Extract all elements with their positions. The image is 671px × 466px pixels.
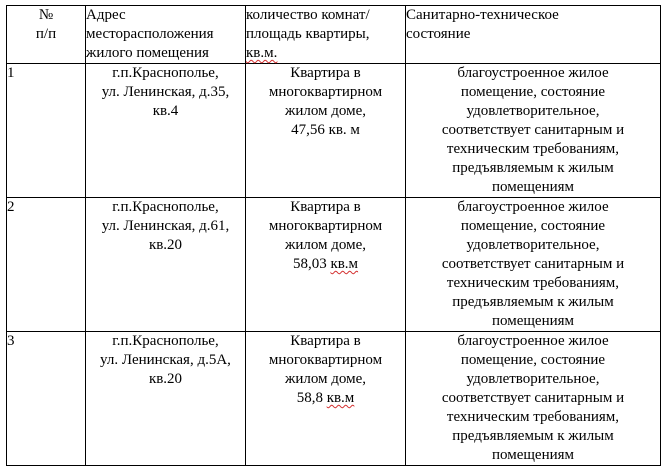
state-line: помещение, состояние [460, 352, 606, 368]
header-num-line: п/п [35, 26, 57, 42]
address-line: ул. Ленинская, д.61, [101, 218, 230, 234]
state-line: удовлетворительное, [466, 237, 600, 253]
row-state [406, 64, 661, 198]
header-address [86, 6, 246, 64]
address-line: кв.20 [148, 237, 183, 253]
header-state-line: состояние [406, 26, 471, 42]
address-line: ул. Ленинская, д.35, [101, 84, 230, 100]
header-rooms-line: количество комнат/ [246, 7, 370, 23]
address-line: кв.20 [148, 371, 183, 387]
state-line: благоустроенное жилое [457, 65, 609, 81]
area-unit: кв.м [326, 390, 355, 406]
rooms-line: 47,56 кв. м [291, 122, 360, 138]
row-state [406, 332, 661, 466]
header-state [406, 6, 661, 64]
row-num: 3 [7, 332, 86, 466]
rooms-line: жилом доме, [284, 237, 367, 253]
rooms-line: Квартира в [290, 333, 361, 349]
header-rooms-line: площадь квартиры, [246, 26, 370, 42]
header-rooms-line: кв.м. [246, 45, 278, 61]
row-num: 2 [7, 198, 86, 332]
row-rooms [246, 332, 406, 466]
rooms-line: многоквартирном [268, 218, 383, 234]
area-value: 58,03 [292, 256, 331, 272]
state-line: помещениям [491, 447, 575, 463]
state-line: помещениям [491, 313, 575, 329]
header-address-line: жилого помещения [86, 45, 209, 61]
address-line: г.п.Краснополье, [112, 199, 219, 215]
state-line: соответствует санитарным и [441, 256, 625, 272]
table-header-row [7, 6, 661, 64]
rooms-line: Квартира в [290, 65, 361, 81]
row-state [406, 198, 661, 332]
rooms-line: жилом доме, [284, 371, 367, 387]
row-address [86, 64, 246, 198]
header-address-line: месторасположения [86, 26, 214, 42]
row-address [86, 332, 246, 466]
state-line: предъявляемым к жилым [452, 160, 614, 176]
table-row [7, 332, 661, 466]
address-line: ул. Ленинская, д.5А, [100, 352, 231, 368]
address-line: кв.4 [152, 103, 179, 119]
state-line: техническим требованиям, [446, 409, 620, 425]
state-line: техническим требованиям, [446, 275, 620, 291]
housing-table [6, 5, 661, 466]
row-rooms [246, 64, 406, 198]
rooms-line: жилом доме, [284, 103, 367, 119]
address-line: г.п.Краснополье, [112, 65, 219, 81]
state-line: удовлетворительное, [466, 103, 600, 119]
row-num: 1 [7, 64, 86, 198]
state-line: благоустроенное жилое [457, 199, 609, 215]
state-line: удовлетворительное, [466, 371, 600, 387]
header-num-line: № [38, 7, 54, 23]
state-line: помещение, состояние [460, 84, 606, 100]
row-address [86, 198, 246, 332]
table-row [7, 64, 661, 198]
rooms-line: многоквартирном [268, 352, 383, 368]
area-unit: кв.м [330, 256, 359, 272]
table-row [7, 198, 661, 332]
row-rooms [246, 198, 406, 332]
state-line: помещениям [491, 179, 575, 195]
rooms-line: Квартира в [290, 199, 361, 215]
area-value: 58,8 [296, 390, 327, 406]
header-address-line: Адрес [86, 7, 126, 23]
state-line: благоустроенное жилое [457, 333, 609, 349]
state-line: предъявляемым к жилым [452, 428, 614, 444]
state-line: помещение, состояние [460, 218, 606, 234]
state-line: техническим требованиям, [446, 141, 620, 157]
state-line: соответствует санитарным и [441, 390, 625, 406]
state-line: предъявляемым к жилым [452, 294, 614, 310]
rooms-area-line [246, 389, 405, 408]
rooms-line: многоквартирном [268, 84, 383, 100]
address-line: г.п.Краснополье, [112, 333, 219, 349]
header-state-line: Санитарно-техническое [406, 7, 559, 23]
state-line: соответствует санитарным и [441, 122, 625, 138]
rooms-area-line [246, 255, 405, 274]
header-rooms [246, 6, 406, 64]
header-num [7, 6, 86, 64]
